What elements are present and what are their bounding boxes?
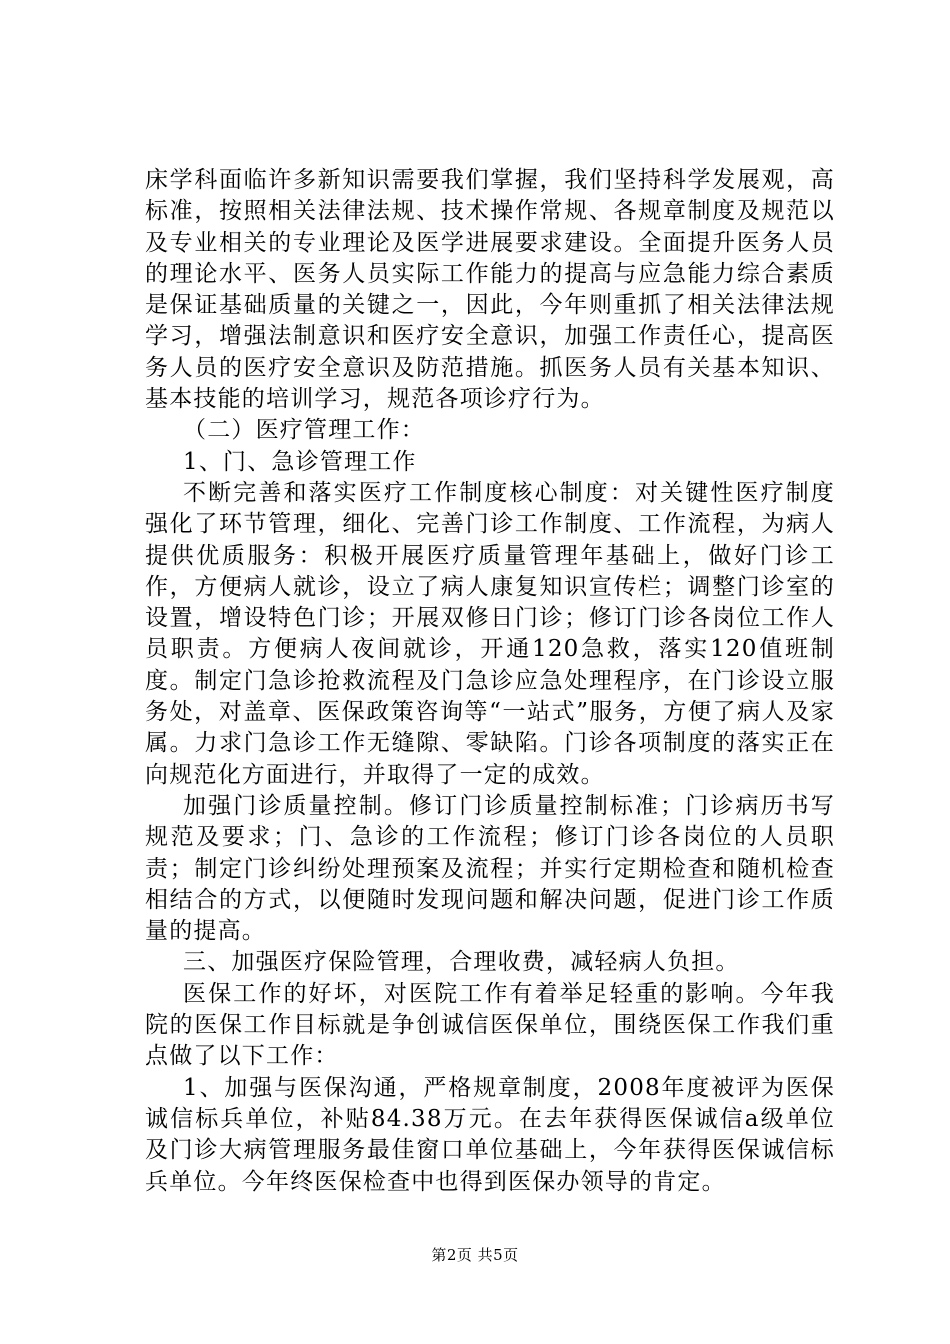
section-heading-medical-management: （二）医疗管理工作： [183,417,425,444]
paragraph-outpatient-system: 不断完善和落实医疗工作制度核心制度：对关键性医疗制度强化了环节管理，细化、完善门诊工作制度、工作流程，为病人提供优质服务：积极开展医疗质量管理年基础上，做好门诊工作，方便病人就诊，设立了病人康复知识宣传栏；调整门诊室的设置，增设特色门诊；开展双修日门诊；修订门诊各岗位工作人员职责。方便病人夜间就诊，开通120急救，落实120值班制度。制定门急诊抢救流程及门急诊应急处理程序，在门诊设立服务处，对盖章、医保政策咨询等“一站式”服务，方便了病人及家属。力求门急诊工作无缝隙、零缺陷。门诊各项制度的落实正在向规范化方面进行，并取得了一定的成效。 [145,479,835,788]
subsection-heading-outpatient: 1、门、急诊管理工作 [183,448,417,475]
paragraph-insurance-item-1: 1、加强与医保沟通，严格规章制度，2008年度被评为医保诚信标兵单位，补贴84.38万元。在去年获得医保诚信a级单位及门诊大病管理服务最佳窗口单位基础上，今年获得医保诚信标兵单位。今年终医保检查中也得到医保办领导的肯定。 [145,1074,835,1195]
page-footer: 第2页 共5页 [431,1246,519,1264]
paragraph-quality-control: 加强门诊质量控制。修订门诊质量控制标准；门诊病历书写规范及要求；门、急诊的工作流程；修订门诊各岗位的人员职责；制定门诊纠纷处理预案及流程；并实行定期检查和随机检查相结合的方式，以便随时发现问题和解决问题，促进门诊工作质量的提高。 [145,792,835,945]
section-heading-insurance: 三、加强医疗保险管理，合理收费，减轻病人负担。 [183,949,740,976]
paragraph-insurance-intro: 医保工作的好坏，对医院工作有着举足轻重的影响。今年我院的医保工作目标就是争创诚信医保单位，围绕医保工作我们重点做了以下工作： [145,980,835,1070]
document-body [145,165,835,1198]
paragraph-continuation: 床学科面临许多新知识需要我们掌握，我们坚持科学发展观，高标准，按照相关法律法规、技术操作常规、各规章制度及规范以及专业相关的专业理论及医学进展要求建设。全面提升医务人员的理论水平、医务人员实际工作能力的提高与应急能力综合素质是保证基础质量的关键之一，因此，今年则重抓了相关法律法规学习，增强法制意识和医疗安全意识，加强工作责任心，提高医务人员的医疗安全意识及防范措施。抓医务人员有关基本知识、基本技能的培训学习，规范各项诊疗行为。 [145,167,835,413]
